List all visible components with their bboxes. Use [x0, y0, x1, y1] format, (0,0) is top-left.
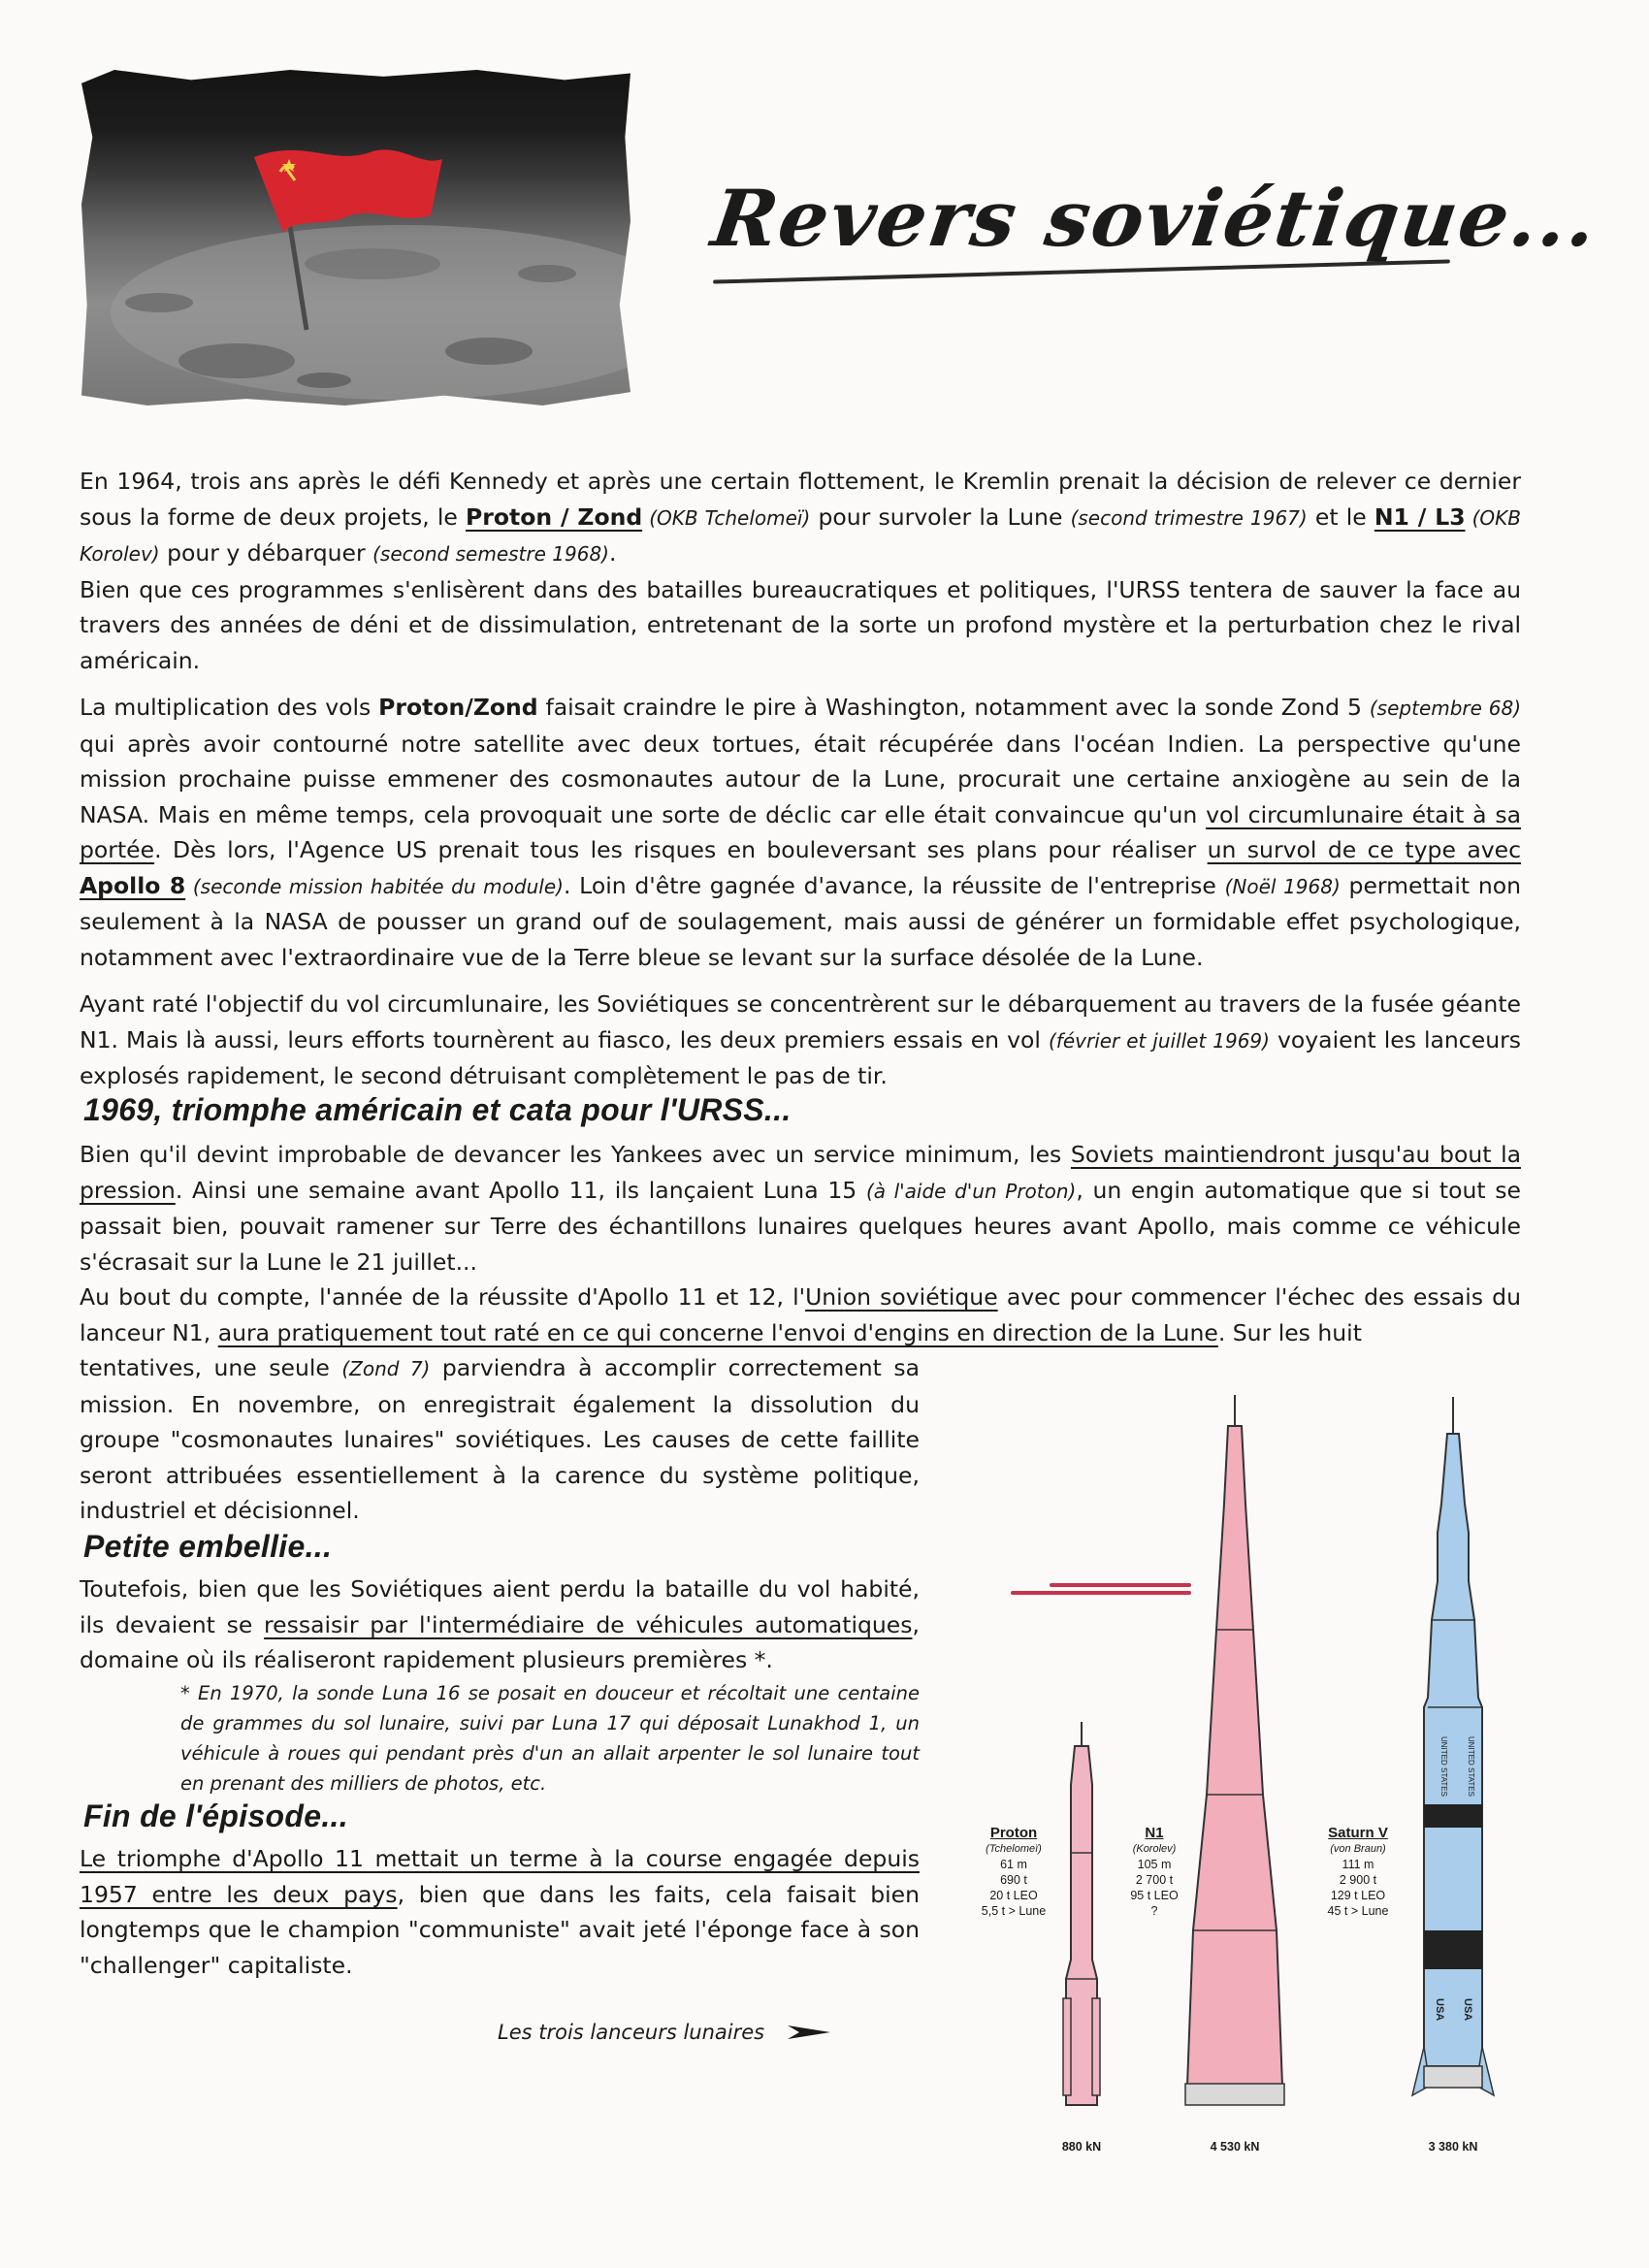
p3-text: . Dès lors, l'Agence US prenait tous les risques en bouleversant ses plans pour réaliser — [154, 836, 1208, 863]
p3-text: faisait craindre le pire à Washington, notamment avec la sonde Zond 5 — [537, 694, 1370, 721]
p4-text: voyaient les lanceurs explosés rapidement, le second détruisant complètement le pas de tir. — [80, 1025, 1521, 1089]
p3-text: La multiplication des vols — [80, 694, 379, 721]
p8-text: Toutefois, bien que les Soviétiques aient perdu la bataille du vol habité, ils devaient se — [80, 1575, 920, 1638]
p1-text: et le — [1307, 502, 1374, 531]
column-text — [80, 1350, 920, 1529]
p7-text: parviendra à accomplir correctement sa mission. En novembre, on enregistrait également la dissolution du groupe "cosmonautes lunaires" soviétiques. Les causes de cette faillite seront attribuées essentiellement à la carence du système politique, industriel et décisionnel. — [80, 1354, 920, 1524]
p3-text: qui après avoir contourné notre satellite avec deux tortues, était récupérée dans l'océan Indien. La perspective qu'une mission prochaine puisse emmener des cosmonautes autour de la Lune, procurait une certaine anxiogène au sein de la NASA. Mais en même temps, cela provoquait une sorte de déclic car elle était convaincue qu'un — [80, 729, 1521, 828]
paragraph-9 — [80, 1841, 920, 1983]
proton-mass: 690 t — [1000, 1873, 1027, 1887]
p1-date: (second trimestre 1967) — [1070, 505, 1308, 530]
p4-text: Ayant raté l'objectif du vol circumlunaire, les Soviétiques se concentrèrent sur le débarquement au travers de la fusée géante N1. Mais là aussi, leurs efforts tournèrent au fiasco, les deux premiers essais en vol — [80, 990, 1521, 1053]
p8-text: , domaine où ils réaliseront rapidement plusieurs premières *. — [80, 1610, 920, 1673]
p6-underlined: aura pratiquement tout raté en ce qui concerne l'envoi d'engins en direction de la Lune — [217, 1318, 1218, 1346]
p7-text: tentatives, une seule — [80, 1354, 342, 1381]
proton-zond-bold: Proton/Zond — [378, 694, 538, 721]
section-heading-embellie: Petite embellie... — [83, 1529, 333, 1564]
arrow-right-icon — [788, 2022, 830, 2047]
apollo-8-highlight: Apollo 8 — [80, 871, 186, 899]
p6-underlined: Union soviétique — [805, 1283, 998, 1311]
p5-underlined: Soviets maintiendront jusqu'au bout la pression — [80, 1141, 1521, 1204]
p1-okb-korolev: (OKB Korolev) — [80, 505, 1521, 566]
page-title: Revers soviétique... — [706, 173, 1604, 264]
proton-specs — [970, 1826, 1057, 1919]
column-text — [80, 1571, 920, 1678]
n1-rocket — [1185, 1395, 1284, 2124]
n1-specs — [1116, 1826, 1193, 1919]
n1-name: N1 — [1145, 1825, 1164, 1841]
proton-height: 61 m — [1000, 1858, 1027, 1871]
column-text — [80, 1841, 920, 1983]
saturn-v-specs — [1310, 1826, 1406, 1919]
saturn-v-name: Saturn V — [1328, 1825, 1388, 1841]
p1-date: (second semestre 1968) — [372, 542, 609, 566]
n1-thrust: 4 530 kN — [1210, 2140, 1260, 2154]
proton-rocket — [1063, 1722, 1100, 2124]
p5-note: (à l'aide d'un Proton) — [865, 1179, 1077, 1203]
paragraph-7 — [80, 1350, 920, 1529]
p5-text: , un engin automatique que si tout se passait bien, pouvait ramener sur Terre des échantillons lunaires quelques heures avant Apollo, mais comme ce véhicule s'écrasait sur la Lune le 21 juillet... — [80, 1176, 1521, 1276]
p5-text: Bien qu'il devint improbable de devancer les Yankees avec un service minimum, les — [80, 1141, 1071, 1168]
saturn-marking-4: USA — [1462, 1998, 1473, 2022]
paragraph-3 — [80, 690, 1521, 975]
proton-designer: (Tchelomeï) — [986, 1843, 1042, 1855]
n1-l3-highlight: N1 / L3 — [1374, 502, 1466, 531]
p3-text: . Loin d'être gagnée d'avance, la réussite de l'entreprise — [563, 871, 1225, 899]
saturn-v-rocket — [1412, 1397, 1494, 2124]
figure-caption: Les trois lanceurs lunaires — [498, 2021, 765, 2044]
paragraph-2: Bien que ces programmes s'enlisèrent dans des batailles bureaucratiques et politiques, l'URSS tentera de sauver la face au travers des années de déni et de dissimulation, entretenant de la sorte un profond mystère et la perturbation chez le rival américain. — [80, 575, 1521, 674]
n1-leo: 95 t LEO — [1130, 1889, 1179, 1902]
p8-underlined: ressaisir par l'intermédiaire de véhicules automatiques — [264, 1610, 913, 1638]
proton-name: Proton — [989, 1825, 1038, 1841]
section-1969 — [80, 1137, 1521, 1350]
footnote: * En 1970, la sonde Luna 16 se posait en douceur et récoltait une centaine de grammes du sol lunaire, suivi par Luna 17 qui déposait Lunakhod 1, un véhicule à roues qui pendant près d'un an allait arpenter le sol lunaire tout en prenant des milliers de photos, etc. — [180, 1682, 920, 1795]
p1-text: pour y débarquer — [159, 539, 373, 567]
p9-underlined: Le triomphe d'Apollo 11 mettait un terme à la course engagée depuis 1957 entre les deux pays — [80, 1845, 920, 1908]
intro-section — [80, 464, 1521, 1094]
n1-designer: (Korolev) — [1132, 1843, 1177, 1855]
saturn-v-thrust: 3 380 kN — [1428, 2140, 1478, 2154]
p6-text: Au bout du compte, l'année de la réussite d'Apollo 11 et 12, l' — [80, 1283, 806, 1311]
proton-leo: 20 t LEO — [989, 1889, 1038, 1902]
p1-text: pour survoler la Lune — [810, 502, 1071, 531]
proton-thrust: 880 kN — [1061, 2140, 1102, 2154]
p7-note: (Zond 7) — [341, 1357, 431, 1380]
paragraph-4 — [80, 987, 1521, 1094]
saturn-marking-3: USA — [1434, 1998, 1445, 2022]
saturn-v-mass: 2 900 t — [1339, 1873, 1377, 1887]
p1-text: En 1964, trois ans après le défi Kennedy et après une certain flottement, le Kremlin prenait la décision de relever ce dernier sous la forme de deux projets, le — [80, 468, 1521, 531]
p5-text: . Ainsi une semaine avant Apollo 11, ils lançaient Luna 15 — [175, 1176, 866, 1204]
n1-mass: 2 700 t — [1135, 1873, 1174, 1887]
p3-underlined: vol circumlunaire était à sa portée — [80, 800, 1521, 863]
p3-date: (septembre 68) — [1369, 697, 1521, 720]
saturn-v-leo: 129 t LEO — [1330, 1889, 1386, 1902]
p9-text: , bien que dans les faits, cela faisait bien longtemps que le champion "communiste" avait jeté l'éponge face à son "challenger" capitaliste. — [80, 1880, 921, 1979]
p1-text: . — [608, 539, 617, 567]
p4-date: (février et juillet 1969) — [1048, 1028, 1270, 1053]
p3-text: permettait non seulement à la NASA de pousser un grand ouf de soulagement, mais aussi de générer un formidable effet psychologique, notamment avec l'extraordinaire vue de la Terre bleue se levant sur la surface désolée de la Lune. — [80, 871, 1521, 971]
p6-text: avec pour commencer l'échec des essais du lanceur N1, — [80, 1283, 1521, 1346]
p3-underlined: un survol de ce type avec — [1207, 836, 1521, 863]
proton-zond-highlight: Proton / Zond — [466, 502, 643, 531]
saturn-marking-2: UNITED STATES — [1467, 1736, 1475, 1797]
moon-flag-photo — [81, 70, 630, 405]
n1-height: 105 m — [1137, 1858, 1172, 1871]
rockets-illustration — [970, 1387, 1571, 2154]
saturn-v-designer: (von Braun) — [1330, 1843, 1386, 1855]
saturn-marking-1: UNITED STATES — [1439, 1736, 1448, 1797]
saturn-v-height: 111 m — [1342, 1858, 1374, 1871]
paragraph-6 — [80, 1280, 1521, 1350]
section-heading-1969: 1969, triomphe américain et cata pour l'URSS... — [83, 1092, 792, 1127]
section-heading-fin: Fin de l'épisode... — [83, 1798, 348, 1833]
p3-date: (Noël 1968) — [1224, 874, 1341, 898]
p1-okb-tchelomei: (OKB Tchelomeï) — [642, 505, 811, 530]
saturn-v-moon: 45 t > Lune — [1327, 1904, 1389, 1918]
proton-moon: 5,5 t > Lune — [981, 1904, 1047, 1918]
rockets-svg — [970, 1387, 1571, 2124]
p6-text: . Sur les huit — [1217, 1318, 1362, 1346]
paragraph-1 — [80, 464, 1521, 572]
paragraph-8 — [80, 1571, 920, 1678]
p3-note: (seconde mission habitée du module) — [185, 874, 564, 898]
n1-moon: ? — [1150, 1904, 1158, 1918]
paragraph-5 — [80, 1137, 1521, 1280]
